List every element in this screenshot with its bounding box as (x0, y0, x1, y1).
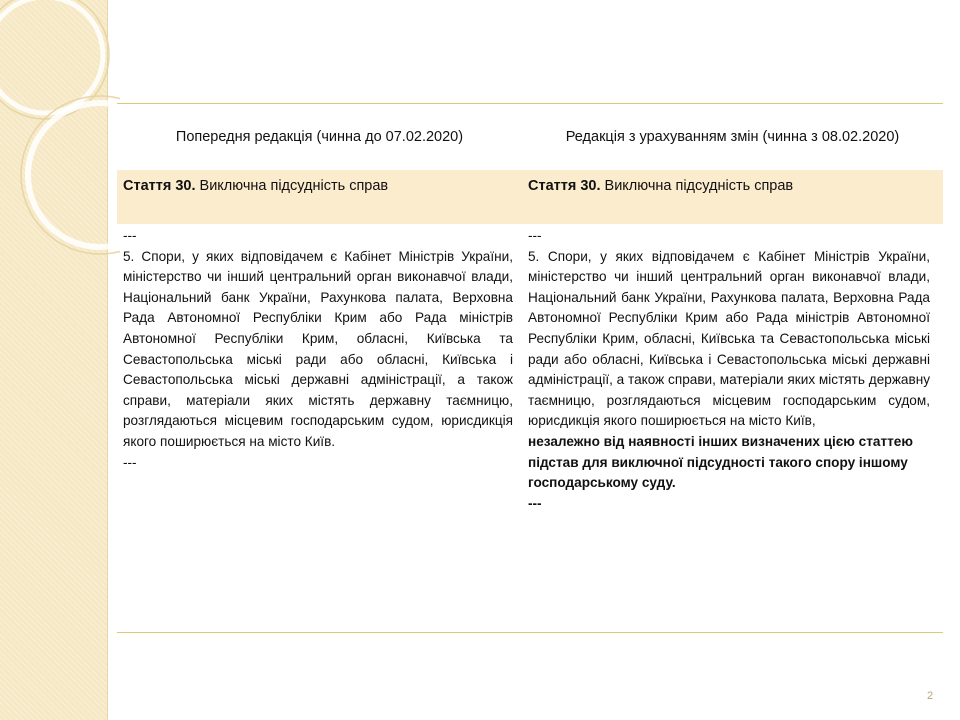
article-title-right (528, 176, 938, 196)
paragraph-5-previous: 5. Спори, у яких відповідачем є Кабінет Міністрів України, міністерство чи інший центральний орган виконавчої влади, Національний банк України, Рахункова палата, Верховна Рада Автономної Республіки Крим або Рада міністрів Автономної Республіки Крим, обласні, Київська та Севастопольська міські ради або обласні, Київська і Севастопольська міські державні адміністрації, а також справи, матеріали яких містять державну таємницю, розглядаються місцевим господарським судом, юрисдикція якого поширюється на місто Київ. (123, 248, 513, 449)
article-body-row (117, 224, 943, 632)
amended-edition-text (528, 226, 930, 514)
slide-page-number: 2 (926, 690, 934, 702)
omission-dashes-top-left: --- (123, 228, 137, 243)
article-name-left: Виключна підсудність справ (195, 178, 389, 194)
omission-dashes-bottom-right: --- (528, 495, 542, 511)
paragraph-5-amended: 5. Спори, у яких відповідачем є Кабінет Міністрів України, міністерство чи інший центральний орган виконавчої влади, Національний банк України, Рахункова палата, Верховна Рада Автономної Республіки Крим або Рада міністрів Автономної Республіки Крим, обласні, Київська та Севастопольська міські ради або обласні, Київська і Севастопольська міські державні адміністрації, а також справи, матеріали яких містять державну таємницю, розглядаються місцевим господарським судом, юрисдикція якого поширюється на місто Київ, (528, 248, 930, 429)
header-amended-edition: Редакція з урахуванням змін (чинна з 08.02.2020) (565, 129, 900, 145)
article-title-row (117, 170, 943, 224)
article-number-right: Стаття 30. (528, 178, 601, 194)
paragraph-5-addition: незалежно від наявності інших визначених цією статтею підстав для виключної підсудності такого спору іншому господарському суду. (528, 433, 913, 491)
article-number-left: Стаття 30. (123, 178, 196, 194)
previous-edition-text (123, 226, 513, 473)
header-previous-edition: Попередня редакція (чинна до 07.02.2020) (175, 129, 464, 145)
table-bottom-rule (117, 632, 943, 633)
omission-dashes-bottom-left: --- (123, 454, 137, 470)
omission-dashes-top-right: --- (528, 228, 542, 243)
article-name-right: Виключна підсудність справ (600, 178, 794, 194)
table-header-row (117, 104, 943, 170)
decorative-circles (0, 0, 120, 300)
article-title-left (123, 176, 518, 196)
